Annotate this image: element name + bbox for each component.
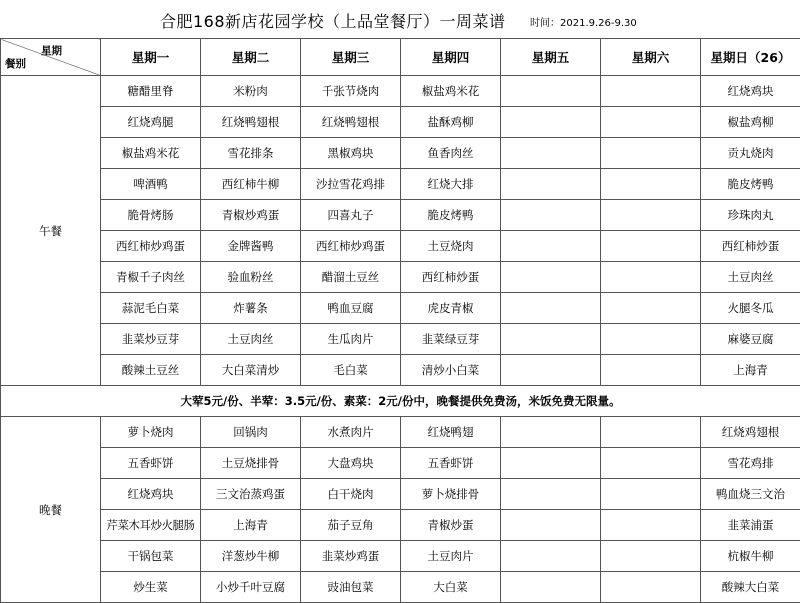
- dish-cell: 土豆肉丝: [201, 324, 301, 355]
- dinner-meal-label: 晚餐: [1, 417, 101, 603]
- dish-cell: [501, 200, 601, 231]
- lunch-row: [1, 76, 800, 107]
- lunch-meal-label: 午餐: [1, 76, 101, 386]
- weekly-menu-table: [0, 38, 800, 603]
- dish-cell: 土豆肉丝: [701, 262, 800, 293]
- dish-cell: 杭椒牛柳: [701, 541, 800, 572]
- dish-cell: 青椒炒鸡蛋: [201, 200, 301, 231]
- dish-cell: 醋溜土豆丝: [301, 262, 401, 293]
- dish-cell: 验血粉丝: [201, 262, 301, 293]
- dish-cell: 大盘鸡块: [301, 448, 401, 479]
- dish-cell: [601, 262, 701, 293]
- dinner-row: [1, 541, 800, 572]
- dish-cell: 炸薯条: [201, 293, 301, 324]
- corner-meal-label: 餐别: [5, 56, 26, 71]
- dish-cell: 红烧鸭翅: [401, 417, 501, 448]
- lunch-row: [1, 231, 800, 262]
- dish-cell: 土豆烧肉: [401, 231, 501, 262]
- dish-cell: [601, 200, 701, 231]
- price-notice: 大荤5元/份、半荤：3.5元/份、素菜：2元/份中，晚餐提供免费汤，米饭免费无限量。: [1, 386, 800, 417]
- lunch-row: [1, 262, 800, 293]
- dish-cell: [501, 572, 601, 603]
- dish-cell: 盐酥鸡柳: [401, 107, 501, 138]
- dish-cell: 糖醋里脊: [101, 76, 201, 107]
- dish-cell: 土豆肉片: [401, 541, 501, 572]
- dish-cell: 大白菜清炒: [201, 355, 301, 386]
- dish-cell: 四喜丸子: [301, 200, 401, 231]
- dish-cell: 生瓜肉片: [301, 324, 401, 355]
- dish-cell: [601, 510, 701, 541]
- dish-cell: 脆皮烤鸭: [701, 169, 800, 200]
- day-header: 星期一: [101, 39, 201, 76]
- dish-cell: 芹菜木耳炒火腿肠: [101, 510, 201, 541]
- dish-cell: 红烧鸭翅根: [201, 107, 301, 138]
- dish-cell: 椒盐鸡柳: [701, 107, 800, 138]
- dish-cell: 韭菜绿豆芽: [401, 324, 501, 355]
- dish-cell: 红烧鸡块: [701, 76, 800, 107]
- dish-cell: [501, 262, 601, 293]
- dish-cell: [601, 76, 701, 107]
- day-header: 星期四: [401, 39, 501, 76]
- dish-cell: 酸辣土豆丝: [101, 355, 201, 386]
- dish-cell: 金牌酱鸭: [201, 231, 301, 262]
- dish-cell: 清炒小白菜: [401, 355, 501, 386]
- dish-cell: [501, 107, 601, 138]
- day-header: 星期三: [301, 39, 401, 76]
- dish-cell: 脆骨烤肠: [101, 200, 201, 231]
- day-header: 星期二: [201, 39, 301, 76]
- dish-cell: 黑椒鸡块: [301, 138, 401, 169]
- dish-cell: 鸭血烧三文治: [701, 479, 800, 510]
- dish-cell: [601, 324, 701, 355]
- dish-cell: 韭菜炒豆芽: [101, 324, 201, 355]
- menu-body: [1, 76, 800, 603]
- dish-cell: [601, 541, 701, 572]
- dish-cell: 小炒千叶豆腐: [201, 572, 301, 603]
- dinner-row: [1, 479, 800, 510]
- dish-cell: 酸辣大白菜: [701, 572, 800, 603]
- dish-cell: [501, 169, 601, 200]
- dish-cell: 红烧鸡腿: [101, 107, 201, 138]
- lunch-row: [1, 138, 800, 169]
- dish-cell: [601, 138, 701, 169]
- dish-cell: 雪花排条: [201, 138, 301, 169]
- dish-cell: 红烧大排: [401, 169, 501, 200]
- dish-cell: 米粉肉: [201, 76, 301, 107]
- dish-cell: [501, 479, 601, 510]
- dish-cell: 珍珠肉丸: [701, 200, 800, 231]
- dish-cell: 毛白菜: [301, 355, 401, 386]
- dish-cell: 麻婆豆腐: [701, 324, 800, 355]
- dish-cell: [601, 448, 701, 479]
- dish-cell: 豉油包菜: [301, 572, 401, 603]
- dish-cell: 茄子豆角: [301, 510, 401, 541]
- dish-cell: 雪花鸡排: [701, 448, 800, 479]
- dish-cell: 五香虾饼: [401, 448, 501, 479]
- dish-cell: 椒盐鸡米花: [401, 76, 501, 107]
- dish-cell: 西红柿牛柳: [201, 169, 301, 200]
- dish-cell: 脆皮烤鸭: [401, 200, 501, 231]
- dish-cell: 五香虾饼: [101, 448, 201, 479]
- lunch-row: [1, 324, 800, 355]
- lunch-row: [1, 355, 800, 386]
- dish-cell: [501, 417, 601, 448]
- lunch-row: [1, 107, 800, 138]
- dish-cell: 千张节烧肉: [301, 76, 401, 107]
- day-header: 星期六: [601, 39, 701, 76]
- dish-cell: 青椒炒蛋: [401, 510, 501, 541]
- dish-cell: [601, 293, 701, 324]
- day-header: 星期日（26）: [701, 39, 800, 76]
- dish-cell: 西红柿炒鸡蛋: [101, 231, 201, 262]
- date-range: 时间：2021.9.26-9.30: [530, 14, 637, 29]
- dish-cell: 沙拉雪花鸡排: [301, 169, 401, 200]
- dish-cell: [601, 417, 701, 448]
- dish-cell: [501, 293, 601, 324]
- dish-cell: 萝卜烧肉: [101, 417, 201, 448]
- dish-cell: 三文治蒸鸡蛋: [201, 479, 301, 510]
- dish-cell: 洋葱炒牛柳: [201, 541, 301, 572]
- dish-cell: 土豆烧排骨: [201, 448, 301, 479]
- dish-cell: 大白菜: [401, 572, 501, 603]
- dish-cell: [601, 355, 701, 386]
- dish-cell: 红烧鸡翅根: [701, 417, 800, 448]
- dish-cell: 韭菜浦蛋: [701, 510, 800, 541]
- day-header: 星期五: [501, 39, 601, 76]
- dish-cell: [501, 448, 601, 479]
- dish-cell: 西红柿炒蛋: [401, 262, 501, 293]
- dish-cell: 上海青: [201, 510, 301, 541]
- dish-cell: [501, 138, 601, 169]
- dish-cell: 火腿冬瓜: [701, 293, 800, 324]
- dish-cell: 西红柿炒鸡蛋: [301, 231, 401, 262]
- dish-cell: [501, 231, 601, 262]
- dish-cell: 西红柿炒蛋: [701, 231, 800, 262]
- title-row: [0, 0, 800, 38]
- dish-cell: [601, 572, 701, 603]
- dinner-row: [1, 417, 800, 448]
- dish-cell: [601, 107, 701, 138]
- dish-cell: 红烧鸭翅根: [301, 107, 401, 138]
- dish-cell: 鸭血豆腐: [301, 293, 401, 324]
- dinner-row: [1, 572, 800, 603]
- dish-cell: [501, 324, 601, 355]
- dish-cell: [501, 510, 601, 541]
- dish-cell: 鱼香肉丝: [401, 138, 501, 169]
- corner-weekday-label: 星期: [41, 43, 62, 58]
- dish-cell: 回锅肉: [201, 417, 301, 448]
- dish-cell: 萝卜烧排骨: [401, 479, 501, 510]
- dish-cell: [601, 231, 701, 262]
- dish-cell: [601, 479, 701, 510]
- dish-cell: 青椒千子肉丝: [101, 262, 201, 293]
- lunch-row: [1, 169, 800, 200]
- dish-cell: 炒生菜: [101, 572, 201, 603]
- dinner-row: [1, 448, 800, 479]
- dish-cell: [501, 76, 601, 107]
- dish-cell: 虎皮青椒: [401, 293, 501, 324]
- price-notice-row: [1, 386, 800, 417]
- lunch-row: [1, 293, 800, 324]
- dish-cell: 白干烧肉: [301, 479, 401, 510]
- dinner-row: [1, 510, 800, 541]
- dish-cell: 椒盐鸡米花: [101, 138, 201, 169]
- corner-cell: [1, 39, 101, 76]
- dish-cell: 干锅包菜: [101, 541, 201, 572]
- dish-cell: [501, 541, 601, 572]
- dish-cell: 水煮肉片: [301, 417, 401, 448]
- dish-cell: 上海青: [701, 355, 800, 386]
- dish-cell: [601, 169, 701, 200]
- dish-cell: 啤酒鸭: [101, 169, 201, 200]
- dish-cell: [501, 355, 601, 386]
- dish-cell: 蒜泥毛白菜: [101, 293, 201, 324]
- page-title: 合肥168新店花园学校（上品堂餐厅）一周菜谱: [160, 9, 506, 32]
- day-header-row: [1, 39, 800, 76]
- dish-cell: 韭菜炒鸡蛋: [301, 541, 401, 572]
- dish-cell: 贡丸烧肉: [701, 138, 800, 169]
- lunch-row: [1, 200, 800, 231]
- dish-cell: 红烧鸡块: [101, 479, 201, 510]
